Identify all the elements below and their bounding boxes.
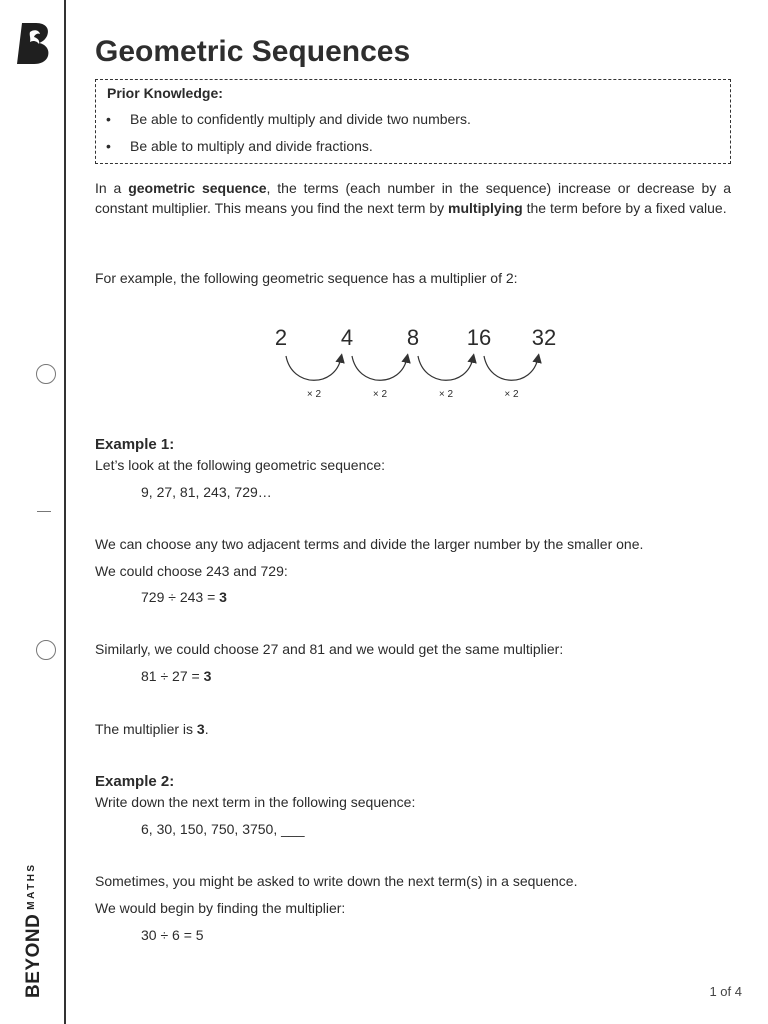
bullet: • [106,111,111,127]
multiplier-arrow [286,356,341,380]
multiplier-label: × 2 [438,389,454,400]
intro-text: In a [95,180,129,196]
punch-hole-bottom [36,640,56,660]
prior-knowledge-item-text: Be able to confidently multiply and divide two numbers. [130,111,471,127]
fold-mark [37,511,51,512]
beyond-logo-icon [14,20,52,66]
multiplier-arrow [484,356,538,380]
intro-multiplying-bold: multiplying [448,200,523,216]
sequence-term: 32 [531,325,557,350]
example1-heading: Example 1: [95,436,175,453]
sequence-term: 2 [274,325,288,350]
margin-line [64,0,66,1024]
prior-knowledge-item-text: Be able to multiply and divide fractions. [130,138,373,154]
example1-conclusion [95,721,209,737]
example1-line2: We could choose 243 and 729: [95,563,288,579]
multiplier-label: × 2 [504,389,519,400]
page-title: Geometric Sequences [95,35,411,68]
example2-calc: 30 ÷ 6 = 5 [141,927,204,943]
multiplier-arrow [418,356,473,380]
bullet: • [106,138,111,154]
intro-term-bold: geometric sequence [128,180,267,196]
prior-knowledge-heading: Prior Knowledge: [107,85,223,101]
sequence-term: 4 [340,325,354,350]
conclusion-text: The multiplier is [95,721,197,737]
brand-sub: MATHS [26,862,37,910]
multiplier-arrow [352,356,407,380]
example2-line2: We would begin by finding the multiplier: [95,900,346,916]
conclusion-bold: 3 [196,721,205,737]
example2-heading: Example 2: [95,773,175,790]
multiplier-label: × 2 [306,389,322,400]
example2-line1: Sometimes, you might be asked to write down the next term(s) in a sequence. [95,873,578,889]
sequence-diagram [262,318,572,408]
intro-paragraph [95,178,731,218]
example1-line1: We can choose any two adjacent terms and divide the larger number by the smaller one. [95,536,644,552]
example2-intro: Write down the next term in the following sequence: [95,794,416,810]
sequence-term: 16 [466,325,492,350]
brand-name: BEYOND [23,913,44,998]
page-number: 1 of 4 [709,984,742,999]
calc-result: 3 [203,668,212,684]
conclusion-text: . [204,721,209,737]
multiplier-label: × 2 [372,389,388,400]
calc-text: 729 ÷ 243 = [141,589,220,605]
brand-wordmark [23,862,45,998]
prior-knowledge-box [95,79,731,164]
calc-result: 3 [219,589,227,605]
example2-sequence: 6, 30, 150, 750, 3750, ___ [141,821,305,837]
example1-calc1 [141,589,227,605]
example1-sequence: 9, 27, 81, 243, 729… [141,484,272,500]
intro-text: , the terms (each number in the sequence) increase or decrease by a constant multiplier. This means you find the next term by [95,180,731,216]
sequence-term: 8 [406,325,420,350]
punch-hole-top [36,364,56,384]
calc-text: 81 ÷ 27 = [141,668,204,684]
intro-text: the term before by a fixed value. [522,200,727,216]
example-line: For example, the following geometric sequence has a multiplier of 2: [95,270,518,286]
example1-intro: Let’s look at the following geometric sequence: [95,457,386,473]
example1-line3: Similarly, we could choose 27 and 81 and we would get the same multiplier: [95,641,564,657]
example1-calc2 [141,668,211,684]
